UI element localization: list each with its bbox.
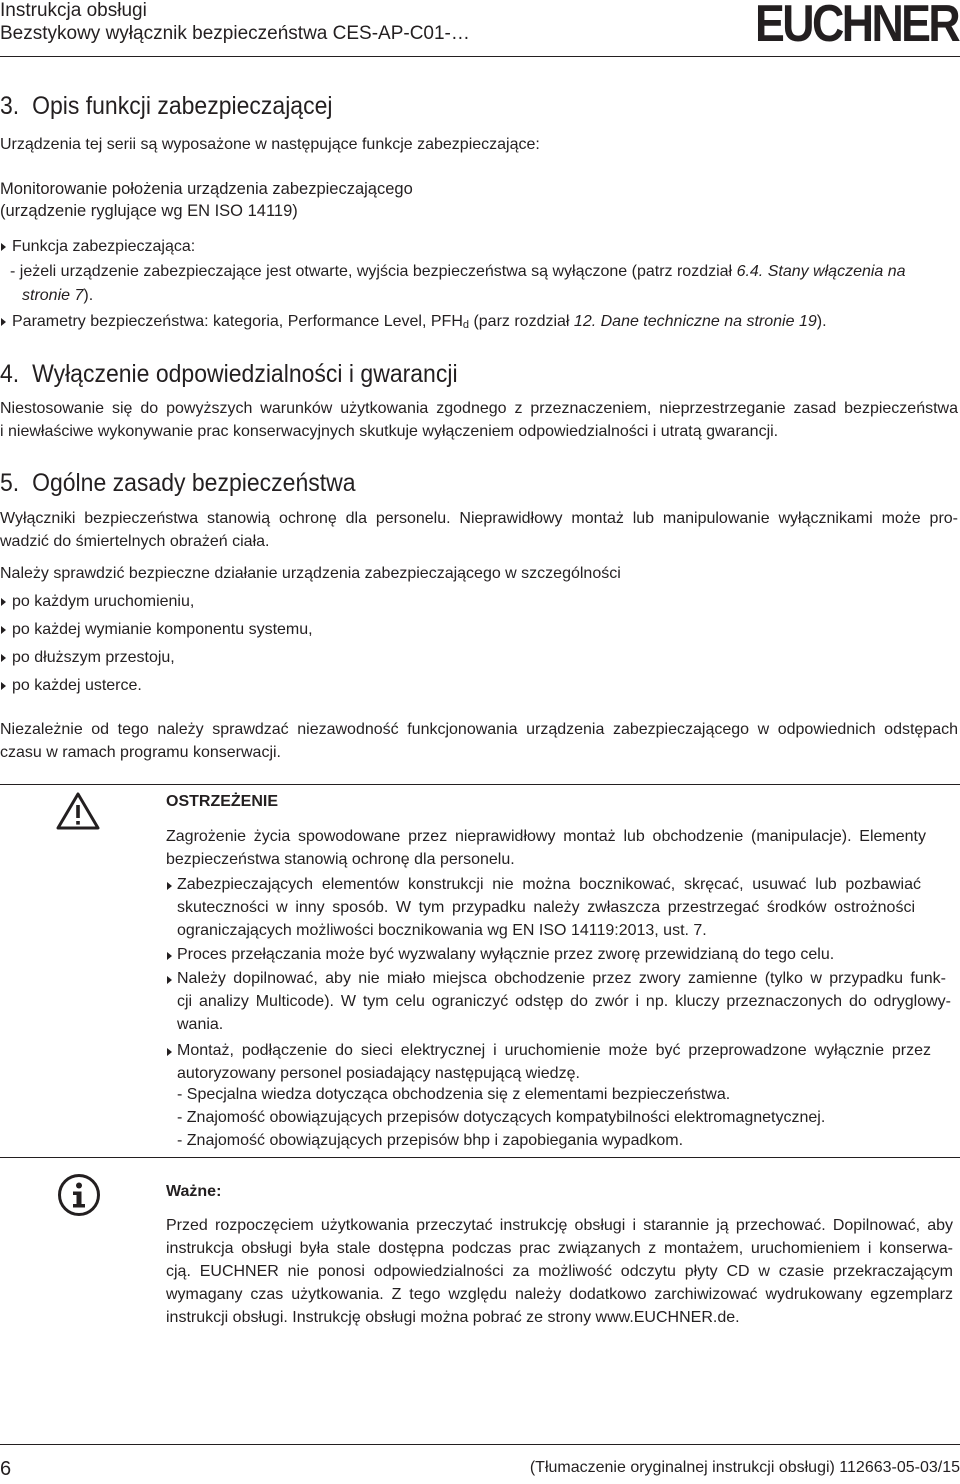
info-icon xyxy=(57,1173,101,1217)
section-3-heading xyxy=(0,92,333,120)
section-3-number: 3. xyxy=(0,92,20,120)
bullet-arrow-icon xyxy=(1,654,6,662)
footer-rule xyxy=(0,1444,960,1445)
parameters-mid-text: (parz rozdział xyxy=(469,313,574,330)
important-line-3: cją. EUCHNER nie ponosi odpowiedzialności za możliwość odczytu płyty CD w czasie przekraczającym xyxy=(166,1263,953,1280)
section-4-title: Wyłączenie odpowiedzialności i gwarancji xyxy=(32,360,458,388)
warning-para-line-2: bezpieczeństwa stanowią ochronę dla personelu. xyxy=(166,851,515,868)
warning-bullet-1-line-1: Zabezpieczających elementów konstrukcji nie można bocznikować, skręcać, usuwać lub pozbawiać xyxy=(177,876,921,893)
warning-para-line-1: Zagrożenie życia spowodowane przez nieprawidłowy montaż lub obchodzenie (manipulacje). Elementy xyxy=(166,828,926,845)
warning-dash-item-1: - Specjalna wiedza dotycząca obchodzenia się z elementami bezpieczeństwa. xyxy=(177,1086,731,1103)
dash-item-line-2 xyxy=(22,285,93,307)
bullet-arrow-icon xyxy=(1,626,6,634)
important-line-1: Przed rozpoczęciem użytkowania przeczytać instrukcję obsługi i starannie ją przechować. Dopilnować, aby xyxy=(166,1217,953,1234)
warning-bullet-4-line-1: Montaż, podłączenie do sieci elektrycznej i uruchomienie może być przeprowadzone wyłącznie przez xyxy=(177,1042,931,1059)
important-line-2: instrukcja obsługi była stale dostępna podczas prac związanych z montażem, uruchomieniem i konserwa- xyxy=(166,1240,953,1257)
pfh-subscript: d xyxy=(462,319,469,331)
section-5-title: Ogólne zasady bezpieczeństwa xyxy=(32,469,356,497)
header-subtitle: Bezstykowy wyłącznik bezpieczeństwa CES-AP-C01-… xyxy=(0,23,470,44)
subheading-line-2: (urządzenie ryglujące wg EN ISO 14119) xyxy=(0,202,298,220)
warning-bullet-1-line-3: ograniczających możliwości bocznikowania wg EN ISO 14119:2013, ust. 7. xyxy=(177,922,707,939)
section-5-para-1-line-1: Wyłączniki bezpieczeństwa stanowią ochronę dla personelu. Nieprawidłowy montaż lub manipulowanie wyłącznikami może pro- xyxy=(0,510,958,527)
bullet-arrow-icon xyxy=(1,682,6,690)
header-rule xyxy=(0,56,960,57)
warning-triangle-icon xyxy=(55,791,101,831)
important-title: Ważne: xyxy=(166,1183,222,1200)
section-5-para-2: Należy sprawdzić bezpieczne działanie urządzenia zabezpieczającego w szczególności xyxy=(0,565,621,582)
euchner-logo: EUCHNER xyxy=(754,0,958,53)
important-top-rule xyxy=(0,1157,960,1158)
section-5-number: 5. xyxy=(0,469,20,497)
bullet-arrow-icon xyxy=(1,598,6,606)
bullet-arrow-icon xyxy=(167,1048,172,1056)
page-header xyxy=(0,0,960,60)
section-4-number: 4. xyxy=(0,360,20,388)
section-5-para-3-line-2: czasu w ramach programu konserwacji. xyxy=(0,744,281,761)
cross-reference-link[interactable]: stronie 7 xyxy=(22,287,84,304)
dash-item-end: ). xyxy=(83,287,94,304)
list-item-text: po każdej usterce. xyxy=(12,677,142,694)
cross-reference-link[interactable]: 12. Dane techniczne na stronie 19 xyxy=(573,313,817,330)
section-4-heading xyxy=(0,360,458,388)
important-line-4: wymagany czas użytkowania. Z tego względu należy dodatkowo zarchiwizować wydrukowany egzemplarz xyxy=(166,1286,953,1303)
list-item-text: po każdej wymianie komponentu systemu, xyxy=(12,621,313,638)
bullet-text xyxy=(12,311,827,334)
section-3-title: Opis funkcji zabezpieczającej xyxy=(32,92,333,120)
list-item-text: po każdym uruchomieniu, xyxy=(12,593,195,610)
section-5-para-1-line-2: wadzić do śmiertelnych obrażeń ciała. xyxy=(0,533,270,550)
cross-reference-link[interactable]: 6.4. Stany włączenia na xyxy=(736,263,906,280)
warning-bullet-3-line-3: wania. xyxy=(177,1016,224,1033)
warning-bullet-1-line-2: skuteczności w inny sposób. W tym przypadku należy zwłaszcza przestrzegać środków ostrożności xyxy=(177,899,915,916)
important-line-5: instrukcji obsługi. Instrukcję obsługi można pobrać ze strony www.EUCHNER.de. xyxy=(166,1309,740,1326)
bullet-arrow-icon xyxy=(167,952,172,960)
warning-bullet-4-line-2: autoryzowany personel posiadający następującą wiedzę. xyxy=(177,1065,580,1082)
list-item-text: po dłuższym przestoju, xyxy=(12,649,175,666)
footer-doc-reference: (Tłumaczenie oryginalnej instrukcji obsługi) 112663-05-03/15 xyxy=(529,1459,960,1476)
section-3-intro: Urządzenia tej serii są wyposażone w następujące funkcje zabezpieczające: xyxy=(0,136,540,153)
bullet-arrow-icon xyxy=(1,318,6,326)
warning-title: OSTRZEŻENIE xyxy=(166,793,279,810)
bullet-arrow-icon xyxy=(1,243,6,251)
section-4-para-line-2: i niewłaściwe wykonywanie prac konserwacyjnych skutkuje wyłączeniem odpowiedzialności i utratą gwarancji. xyxy=(0,423,779,440)
section-5-heading xyxy=(0,469,356,497)
parameters-end-text: ). xyxy=(816,313,827,330)
header-title: Instrukcja obsługi xyxy=(0,0,147,21)
section-4-para-line-1: Niestosowanie się do powyższych warunków użytkowania zgodnego z przeznaczeniem, nieprzestrzeganie zasad bezpieczeństwa xyxy=(0,400,958,417)
parameters-text: Parametry bezpieczeństwa: kategoria, Performance Level, PFH xyxy=(12,313,463,330)
warning-bullet-3-line-1: Należy dopilnować, aby nie miało miejsca obchodzenie przez zwory zamienne (tylko w przypadku funk- xyxy=(177,970,946,987)
warning-dash-item-3: - Znajomość obowiązujących przepisów bhp i zapobiegania wypadkom. xyxy=(177,1132,684,1149)
dash-item-text: - jeżeli urządzenie zabezpieczające jest otwarte, wyjścia bezpieczeństwa są wyłączone (patrz rozdział xyxy=(10,263,737,280)
bullet-text: Funkcja zabezpieczająca: xyxy=(12,238,196,255)
warning-top-rule xyxy=(0,784,960,785)
section-5-para-3-line-1: Niezależnie od tego należy sprawdzać niezawodność funkcjonowania urządzenia zabezpieczającego w odpowiednich odstępach xyxy=(0,721,958,738)
bullet-arrow-icon xyxy=(167,976,172,984)
page-number: 6 xyxy=(0,1458,12,1480)
warning-bullet-2-text: Proces przełączania może być wyzwalany wyłącznie przez zworę przewidzianą do tego celu. xyxy=(177,946,835,963)
dash-item-line-1 xyxy=(10,261,906,283)
subheading-line-1: Monitorowanie położenia urządzenia zabezpieczającego xyxy=(0,180,413,198)
bullet-arrow-icon xyxy=(167,882,172,890)
warning-dash-item-2: - Znajomość obowiązujących przepisów dotyczących kompatybilności elektromagnetycznej. xyxy=(177,1109,826,1126)
warning-bullet-3-line-2: cji analizy Multicode). W tym celu ograniczyć odstęp do zwór i np. kluczy przeznaczonych do odryglowy- xyxy=(177,993,951,1010)
